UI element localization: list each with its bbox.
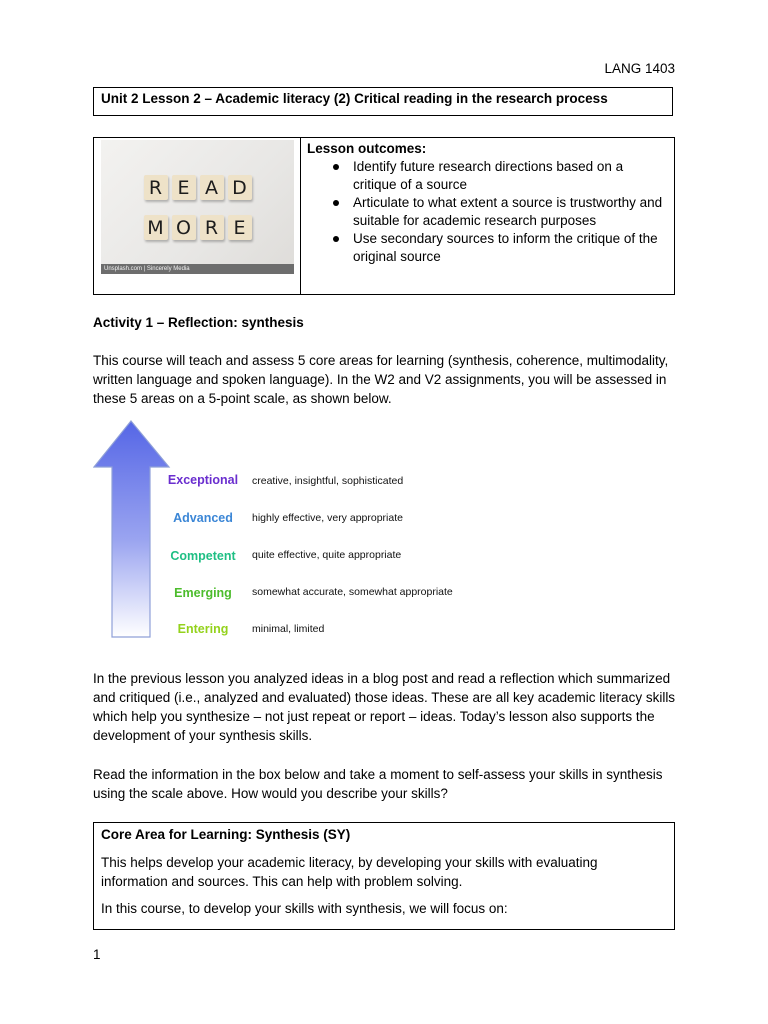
letter-tile: R	[144, 175, 168, 200]
letter-tile: M	[144, 215, 168, 240]
letter-tile: E	[228, 215, 252, 240]
outcomes-table	[93, 137, 675, 295]
outcome-item: Use secondary sources to inform the critique of the original source	[353, 230, 668, 266]
intro-paragraph: This course will teach and assess 5 core areas for learning (synthesis, coherence, multimodality, written language and spoken language). In the W2 and V2 assignments, you will be assessed in these 5 areas on a 5-point scale, as shown below.	[93, 353, 669, 406]
tile-row-more	[101, 215, 294, 240]
tile-row-read	[101, 175, 294, 200]
level-description: somewhat accurate, somewhat appropriate	[252, 586, 453, 598]
letter-tile: O	[172, 215, 196, 240]
page-number: 1	[93, 947, 101, 962]
course-code: LANG 1403	[604, 61, 675, 76]
five-point-scale-figure	[93, 420, 493, 640]
outcome-item: Identify future research directions based on a critique of a source	[353, 158, 668, 194]
level-label: Entering	[177, 622, 229, 636]
previous-lesson-paragraph: In the previous lesson you analyzed ideas in a blog post and read a reflection which summarized and critiqued (i.e., analyzed and evaluated) those ideas. These are all key academic literacy skills which help you synthesize – not just repeat or report – ideas. Today’s lesson also supports the development of your synthesis skills.	[93, 671, 676, 743]
outcomes-image-cell	[94, 138, 301, 294]
level-emerging	[162, 586, 244, 600]
outcomes-list	[307, 158, 668, 266]
core-area-box	[93, 822, 675, 930]
level-label: Competent	[170, 549, 236, 563]
level-entering	[162, 622, 244, 636]
level-description: minimal, limited	[252, 623, 325, 635]
level-label: Emerging	[174, 586, 232, 600]
level-description: creative, insightful, sophisticated	[252, 475, 404, 487]
outcome-item: Articulate to what extent a source is trustworthy and suitable for academic research purposes	[353, 194, 668, 230]
core-area-title: Core Area for Learning: Synthesis (SY)	[101, 827, 351, 842]
lesson-title: Unit 2 Lesson 2 – Academic literacy (2) Critical reading in the research process	[93, 87, 673, 116]
letter-tile: E	[172, 175, 196, 200]
level-description: quite effective, quite appropriate	[252, 549, 402, 561]
outcomes-heading: Lesson outcomes:	[307, 141, 427, 156]
photo-credit: Unsplash.com | Sincerely Media	[101, 264, 294, 274]
self-assess-paragraph: Read the information in the box below and take a moment to self-assess your skills in synthesis using the scale above. How would you describe your skills?	[93, 767, 663, 801]
level-label: Advanced	[173, 511, 233, 525]
activity-heading: Activity 1 – Reflection: synthesis	[93, 315, 304, 330]
level-exceptional	[162, 473, 244, 487]
core-area-paragraph: This helps develop your academic literacy, by developing your skills with evaluating information and sources. This can help with problem solving.	[101, 855, 598, 889]
read-more-photo	[101, 140, 294, 274]
level-competent	[162, 549, 244, 563]
level-advanced	[162, 511, 244, 525]
core-area-paragraph: In this course, to develop your skills with synthesis, we will focus on:	[101, 901, 508, 916]
level-description: highly effective, very appropriate	[252, 512, 403, 524]
letter-tile: D	[228, 175, 252, 200]
letter-tile: R	[200, 215, 224, 240]
outcomes-text-cell	[301, 138, 674, 294]
up-arrow-icon	[93, 420, 173, 640]
letter-tile: A	[200, 175, 224, 200]
level-label: Exceptional	[167, 473, 239, 487]
